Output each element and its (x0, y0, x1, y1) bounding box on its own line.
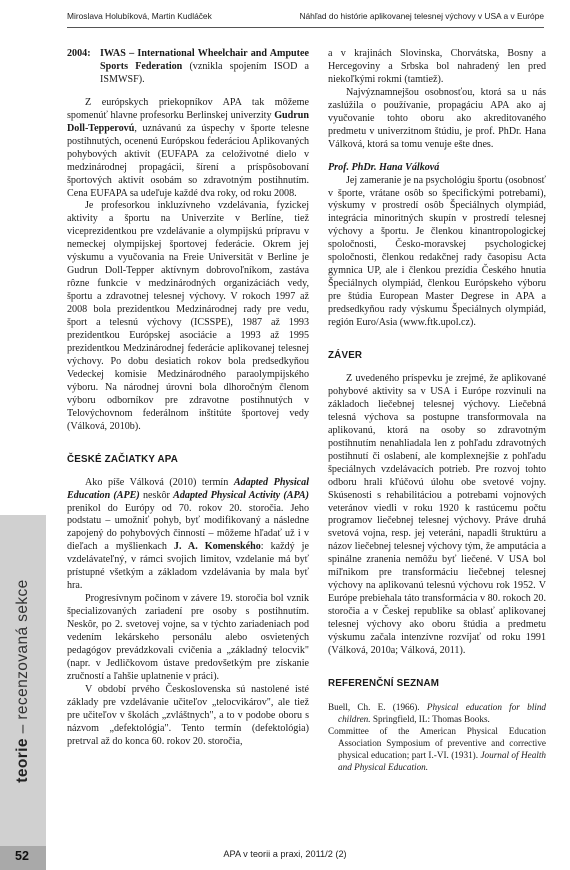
text-run: Ako píše Válková (2010) termín (85, 476, 234, 488)
person-name: J. A. Komenského (173, 541, 261, 553)
journal-footer: APA v teorii a praxi, 2011/2 (2) (223, 849, 347, 859)
paragraph-czechoslovakia: V období prvého Československa sú nastolené isté základy pre vzdelávanie učiteľov „telocvikárov", ale tiež pre učiteľov v školách „zvláštnych", a to v podobe oboru s názvom „defektológia". Tento termín (defektológia) pretrval až do konca 60. rokov 20. storočia, (67, 683, 309, 747)
text-run: Z európskych priekopníkov APA tak môžeme spomenúť hlavne profesorku Berlinskej univerzity (67, 96, 309, 121)
running-header-authors: Miroslava Holubíková, Martin Kudláček (67, 11, 212, 21)
iwas-text (100, 48, 309, 87)
text-run: neskôr (139, 489, 174, 501)
spacer (67, 467, 309, 477)
heading-zaver: ZÁVER (328, 350, 363, 362)
reference-title: Physical education for blind children. (338, 701, 547, 724)
paragraph-valkova-intro: Najvýznamnejšou osobnosťou, ktorá sa u nás zaslúžila o používanie, propagáciu APA ako aj vyučovanie tohto oboru ako akreditovaného predmetu v univerzitnom štúdiu, je prof. PhDr. Hana Válková, ktorá sa tomu venuje ešte dnes. (328, 86, 546, 150)
spacer (328, 691, 546, 701)
page-number: 52 (15, 849, 29, 863)
paragraph-valkova-focus: Jej zameranie je na psychológiu športu (osobnosť v športe, vrátane osôb so špecifickými potrebami), výskumy v prostredí osôb Špeciálnych olympiád, integrácia minoritných skupín v prostredí telesnej výchovy a športu. Je členkou kinantropologickej spoločnosti, Česko-moravskej psychologickej spoločnosti, členkou redakčnej rady časopisu Acta gymnica UP, ale i členkou prezídia Českého hnutia Špeciálnych olympiád, členkou Európskeho výboru pre štúdia European Master Degrese in APA a predsedkyňou rady výskumu Špeciálnych olympiád, región Euro/Asia (www.ftk.upol.cz). (328, 174, 546, 329)
text-run: , uznávanú za úspechy v športe telesne postihnutých, ocenenú Európskou federáciou Aplikovaných pohybových aktivít (EUFAPA za celoživotné dielo v medzinárodnej propagácii, šírení a príspôsobovaní športových aktivít osobám so zdravotným postihnutím. Cena EUFAPA sa udeľuje každé dva roky, od roku 2008. (67, 122, 309, 199)
spacer (328, 330, 546, 350)
paragraph-doll-tepper-intro (67, 97, 309, 201)
reference-item (328, 725, 546, 773)
header-rule (67, 27, 544, 28)
iwas-name: IWAS – International Wheelchair and Amputee Sports Federation (100, 48, 309, 72)
iwas-rest: (vznikla spojením ISOD a ISMWSF). (100, 60, 309, 85)
spacer (328, 152, 546, 162)
iwas-year: 2004: (67, 48, 91, 59)
person-heading: Prof. PhDr. Hana Válková (328, 161, 440, 173)
section-label (14, 579, 32, 782)
left-column (67, 48, 309, 749)
section-sidebar (0, 515, 46, 846)
section-label-rest: – recenzovaná sekce (14, 578, 31, 738)
iwas-entry (67, 48, 309, 87)
person-name: Gudrun Doll-Tepperovú (67, 109, 309, 134)
paragraph-conclusion: Z uvedeného príspevku je zrejmé, že aplikované pohybové aktivity sa v USA i Európe rozvinuli na základoch liečebnej telesnej výchovy. Liečebná telesná výchova sa postupne transformovala na aplikovanú, ktorá na osoby so zdravotným postihnutím nenahliadala len z pohľadu zdravotných postihnutí či oslabení, ale komplexnejšie z pohľadu špeciálnych vzdelávacích potrieb. Pre rozvoj tohto odboru hrali kľúčovú úlohu obe svetové vojny. Skúsenosti s rehabilitáciou a potrebami vojnových veteránov viedli v roku 1920 k rastúcemu počtu programov liečebnej telesnej výchovy. Práve druhá svetová vojna, resp. jej veteráni, napadli štruktúru a názov liečebnej telesnej výchovy tým, že amputácia a spinálne zranenia nemôžu byť liečené. V USA bol míľnikom pre transformáciu liečebnej telesnej výchovy na aplikovanú telesnú výchovu rok 1952. V Európe prebiehala táto transformácia v 80. rokoch 20. storočia a v Českej republike sa oblasť aplikovanej telesnej výchovy ako oboru štúdia a predmetu výskumu začala intenzívne rozvíjať od roku 1991 (Válková, 2010a; Válková, 2011). (328, 372, 546, 656)
section-label-bold: teorie (14, 737, 31, 783)
spacer (67, 87, 309, 97)
reference-title: Journal of Health and Physical Education. (338, 749, 546, 772)
paragraph-doll-tepper-career: Je profesorkou inkluzívneho vzdelávania, fyzickej aktivity a športu na Univerzite v Berlíne, tiež viceprezidentkou pre vzdelávanie a olympijskú prípravu v nemeckej olympijskej športovej federácie. Okrem jej výskumu a vyučovania na Freie Universität v Berline je Gudrun Doll-Tepper aktívnym dobrovoľníkom, zastáva rôzne funkcie v medzinárodných organizáciách vedy, športu a zdravotnej telesnej výchovy. V rokoch 1997 až 2008 bola prezidentkou Medzinárodnej rady pre vedu, šport a telesnú výchovy (ICSSPE), 1987 až 1993 prezidentkou Európskej asociácie a 1993 až 1995 prezidentkou Medzinárodnej federácie aplikovanej telesnej výchovy. Po dobu desiatich rokov bola predsedkyňou Vedeckej komisie Medzinárodného paraolympijského výboru. Na národnej úrovni bola dlhoročným členom výboru odborníkov pre zdravotne postihnutých v Telovýchovnom federálnom inštitúte športovej vedy (Válková, 2010b). (67, 200, 309, 432)
reference-item (328, 701, 546, 725)
heading-references: REFERENČNÍ SEZNAM (328, 677, 440, 689)
spacer (328, 658, 546, 678)
text-run: prenikol do Európy od 70. rokov 20. storočia. Jeho podstatu – umožniť pohyb, byť modifikovaný a následne zapojený do pohybových činností – môžeme hľadať už i v dieľach a myšlienkach (67, 502, 309, 553)
right-column (328, 48, 546, 773)
heading-ceske-zaciatky: ČESKÉ ZAČIATKY APA (67, 453, 179, 465)
paragraph-apa-term (67, 477, 309, 594)
text-run: Springfield, IL: Thomas Books. (370, 713, 490, 724)
term-ape: Adapted Physical Education (APE) (67, 476, 309, 501)
spacer (328, 363, 546, 373)
text-run: : každý je vzdelávateľný, v rámci svojich limitov, vzdelanie má byť prístupné všetkým a základom vzdelávania by mala byť hra. (67, 541, 309, 592)
spacer (67, 434, 309, 454)
term-apa: Adapted Physical Activity (APA) (173, 489, 309, 501)
text-run: Buell, Ch. E. (1966). (328, 701, 427, 712)
text-run: Committee of the American Physical Education Association Symposium of preventive and corrective physical education; part I.-VI. (1931). (328, 725, 546, 760)
running-header-title: Náhľad do histórie aplikovanej telesnej výchovy v USA a v Európe (299, 11, 544, 21)
paragraph-continuation: a v krajinách Slovinska, Chorvátska, Bosny a Hercegoviny a Srbska bol nahradený len pred niekoľkými rokmi (tamtiež). (328, 48, 546, 85)
paragraph-19th-century: Progresívnym počinom v závere 19. storočia bol vznik špecializovaných zariadení pre osoby s postihnutím. Neskôr, po 2. svetovej vojne, sa v týchto zariadeniach pod vedením lekárskeho personálu alebo osvietených pedagógov prevádzkovali cvičenia a „základný telocvik" (napr. v Jedličkovom ústave predovšetkým pre získanie zručností a ľahšie uplatnenie v práci). (67, 593, 309, 682)
